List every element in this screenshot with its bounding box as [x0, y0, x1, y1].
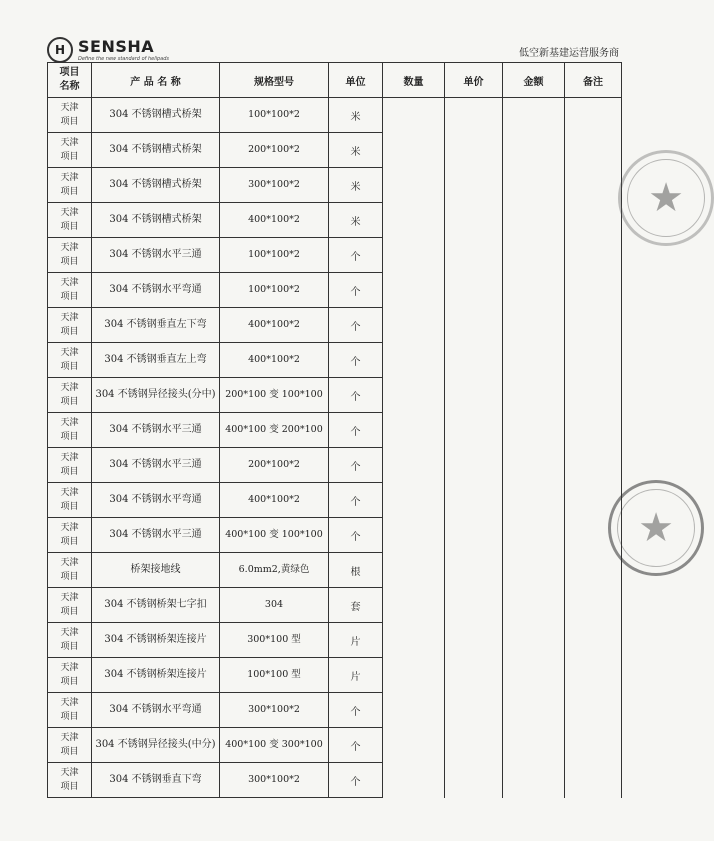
product-name-cell: 304 不锈钢桥架连接片: [92, 623, 220, 658]
qty-cell: [383, 308, 445, 343]
amount-cell: [503, 413, 565, 448]
remark-cell: [565, 343, 622, 378]
spec-cell: 400*100*2: [220, 483, 329, 518]
remark-cell: [565, 238, 622, 273]
remark-cell: [565, 728, 622, 763]
unit-cell: 片: [329, 623, 383, 658]
spec-cell: 100*100*2: [220, 238, 329, 273]
qty-cell: [383, 168, 445, 203]
spec-cell: 200*100*2: [220, 133, 329, 168]
qty-cell: [383, 448, 445, 483]
price-cell: [445, 693, 503, 728]
qty-cell: [383, 728, 445, 763]
spec-cell: 400*100 变 300*100: [220, 728, 329, 763]
project-cell: 天津 项目: [48, 413, 92, 448]
unit-cell: 个: [329, 413, 383, 448]
unit-cell: 个: [329, 308, 383, 343]
amount-cell: [503, 308, 565, 343]
product-name-cell: 304 不锈钢桥架七字扣: [92, 588, 220, 623]
spec-cell: 6.0mm2,黄绿色: [220, 553, 329, 588]
product-name-cell: 304 不锈钢槽式桥架: [92, 203, 220, 238]
amount-cell: [503, 343, 565, 378]
project-cell: 天津 项目: [48, 238, 92, 273]
amount-cell: [503, 273, 565, 308]
header-price: 单价: [445, 63, 503, 98]
header-product-name: 产 品 名 称: [92, 63, 220, 98]
product-name-cell: 304 不锈钢垂直左下弯: [92, 308, 220, 343]
table-row: [48, 623, 622, 658]
table-row: [48, 728, 622, 763]
project-cell: 天津 项目: [48, 98, 92, 133]
amount-cell: [503, 553, 565, 588]
price-cell: [445, 483, 503, 518]
table-row: [48, 658, 622, 693]
qty-cell: [383, 763, 445, 798]
unit-cell: 米: [329, 168, 383, 203]
table-row: [48, 308, 622, 343]
logo-tagline: Define the new standard of helipads: [78, 55, 170, 62]
table-row: [48, 763, 622, 798]
unit-cell: 个: [329, 378, 383, 413]
unit-cell: 个: [329, 238, 383, 273]
project-cell: 天津 项目: [48, 133, 92, 168]
qty-cell: [383, 553, 445, 588]
table-row: [48, 483, 622, 518]
amount-cell: [503, 693, 565, 728]
product-name-cell: 304 不锈钢水平三通: [92, 413, 220, 448]
unit-cell: 个: [329, 763, 383, 798]
spec-cell: 400*100*2: [220, 203, 329, 238]
amount-cell: [503, 518, 565, 553]
price-cell: [445, 658, 503, 693]
price-cell: [445, 763, 503, 798]
header-spec: 规格型号: [220, 63, 329, 98]
product-name-cell: 304 不锈钢槽式桥架: [92, 133, 220, 168]
product-name-cell: 桥架接地线: [92, 553, 220, 588]
project-cell: 天津 项目: [48, 343, 92, 378]
remark-cell: [565, 168, 622, 203]
table-row: [48, 413, 622, 448]
spec-cell: 304: [220, 588, 329, 623]
table-row: [48, 553, 622, 588]
product-name-cell: 304 不锈钢水平三通: [92, 518, 220, 553]
remark-cell: [565, 308, 622, 343]
qty-cell: [383, 273, 445, 308]
product-name-cell: 304 不锈钢桥架连接片: [92, 658, 220, 693]
price-cell: [445, 238, 503, 273]
amount-cell: [503, 238, 565, 273]
project-cell: 天津 项目: [48, 203, 92, 238]
amount-cell: [503, 448, 565, 483]
spec-cell: 300*100*2: [220, 168, 329, 203]
spec-cell: 400*100 变 200*100: [220, 413, 329, 448]
table-row: [48, 518, 622, 553]
logo-mark-icon: H: [47, 37, 73, 63]
qty-cell: [383, 658, 445, 693]
amount-cell: [503, 378, 565, 413]
spec-cell: 300*100*2: [220, 693, 329, 728]
unit-cell: 米: [329, 133, 383, 168]
product-name-cell: 304 不锈钢水平弯通: [92, 693, 220, 728]
price-cell: [445, 448, 503, 483]
unit-cell: 个: [329, 448, 383, 483]
remark-cell: [565, 693, 622, 728]
remark-cell: [565, 763, 622, 798]
unit-cell: 套: [329, 588, 383, 623]
qty-cell: [383, 623, 445, 658]
remark-cell: [565, 273, 622, 308]
product-table: [47, 62, 622, 798]
unit-cell: 个: [329, 728, 383, 763]
unit-cell: 片: [329, 658, 383, 693]
amount-cell: [503, 133, 565, 168]
header-qty: 数量: [383, 63, 445, 98]
project-cell: 天津 项目: [48, 553, 92, 588]
product-name-cell: 304 不锈钢水平弯通: [92, 273, 220, 308]
remark-cell: [565, 378, 622, 413]
table-row: [48, 588, 622, 623]
product-name-cell: 304 不锈钢水平三通: [92, 448, 220, 483]
project-cell: 天津 项目: [48, 168, 92, 203]
table-row: [48, 343, 622, 378]
company-title: 低空新基建运营服务商: [519, 48, 619, 59]
header-project: 项目 名称: [48, 63, 92, 98]
price-cell: [445, 168, 503, 203]
seal-stamp-icon: ★: [618, 150, 714, 246]
project-cell: 天津 项目: [48, 308, 92, 343]
amount-cell: [503, 168, 565, 203]
amount-cell: [503, 483, 565, 518]
price-cell: [445, 728, 503, 763]
qty-cell: [383, 203, 445, 238]
qty-cell: [383, 693, 445, 728]
project-cell: 天津 项目: [48, 693, 92, 728]
remark-cell: [565, 133, 622, 168]
project-cell: 天津 项目: [48, 448, 92, 483]
product-name-cell: 304 不锈钢槽式桥架: [92, 168, 220, 203]
product-name-cell: 304 不锈钢水平三通: [92, 238, 220, 273]
header-amount: 金额: [503, 63, 565, 98]
unit-cell: 根: [329, 553, 383, 588]
amount-cell: [503, 98, 565, 133]
unit-cell: 个: [329, 343, 383, 378]
spec-cell: 200*100 变 100*100: [220, 378, 329, 413]
logo-name: SENSHA: [78, 36, 155, 56]
project-cell: 天津 项目: [48, 483, 92, 518]
amount-cell: [503, 203, 565, 238]
spec-cell: 300*100 型: [220, 623, 329, 658]
spec-cell: 100*100 型: [220, 658, 329, 693]
amount-cell: [503, 763, 565, 798]
spec-cell: 200*100*2: [220, 448, 329, 483]
project-cell: 天津 项目: [48, 728, 92, 763]
spec-cell: 100*100*2: [220, 98, 329, 133]
project-cell: 天津 项目: [48, 623, 92, 658]
remark-cell: [565, 98, 622, 133]
seal-stamp-icon: ★: [608, 480, 704, 576]
spec-cell: 400*100 变 100*100: [220, 518, 329, 553]
table-header-row: [48, 63, 622, 98]
qty-cell: [383, 413, 445, 448]
qty-cell: [383, 133, 445, 168]
table-row: [48, 98, 622, 133]
price-cell: [445, 273, 503, 308]
price-cell: [445, 203, 503, 238]
price-cell: [445, 133, 503, 168]
price-cell: [445, 623, 503, 658]
unit-cell: 个: [329, 693, 383, 728]
qty-cell: [383, 98, 445, 133]
spec-cell: 400*100*2: [220, 308, 329, 343]
remark-cell: [565, 553, 622, 588]
remark-cell: [565, 623, 622, 658]
unit-cell: 个: [329, 518, 383, 553]
price-cell: [445, 378, 503, 413]
spec-cell: 300*100*2: [220, 763, 329, 798]
unit-cell: 个: [329, 273, 383, 308]
remark-cell: [565, 588, 622, 623]
amount-cell: [503, 658, 565, 693]
qty-cell: [383, 483, 445, 518]
project-cell: 天津 项目: [48, 588, 92, 623]
product-name-cell: 304 不锈钢垂直左上弯: [92, 343, 220, 378]
product-name-cell: 304 不锈钢垂直下弯: [92, 763, 220, 798]
spec-cell: 100*100*2: [220, 273, 329, 308]
unit-cell: 米: [329, 203, 383, 238]
table-row: [48, 273, 622, 308]
qty-cell: [383, 588, 445, 623]
qty-cell: [383, 238, 445, 273]
product-name-cell: 304 不锈钢异径接头(分中): [92, 378, 220, 413]
qty-cell: [383, 518, 445, 553]
price-cell: [445, 98, 503, 133]
spec-cell: 400*100*2: [220, 343, 329, 378]
qty-cell: [383, 378, 445, 413]
price-cell: [445, 308, 503, 343]
table-row: [48, 238, 622, 273]
project-cell: 天津 项目: [48, 658, 92, 693]
product-name-cell: 304 不锈钢水平弯通: [92, 483, 220, 518]
unit-cell: 个: [329, 483, 383, 518]
remark-cell: [565, 203, 622, 238]
unit-cell: 米: [329, 98, 383, 133]
table-row: [48, 133, 622, 168]
table-row: [48, 378, 622, 413]
price-cell: [445, 553, 503, 588]
product-name-cell: 304 不锈钢槽式桥架: [92, 98, 220, 133]
project-cell: 天津 项目: [48, 378, 92, 413]
header-remark: 备注: [565, 63, 622, 98]
amount-cell: [503, 728, 565, 763]
project-cell: 天津 项目: [48, 518, 92, 553]
price-cell: [445, 518, 503, 553]
amount-cell: [503, 588, 565, 623]
product-name-cell: 304 不锈钢异径接头(中分): [92, 728, 220, 763]
amount-cell: [503, 623, 565, 658]
price-cell: [445, 588, 503, 623]
remark-cell: [565, 413, 622, 448]
remark-cell: [565, 448, 622, 483]
project-cell: 天津 项目: [48, 763, 92, 798]
table-row: [48, 168, 622, 203]
price-cell: [445, 413, 503, 448]
qty-cell: [383, 343, 445, 378]
remark-cell: [565, 658, 622, 693]
price-cell: [445, 343, 503, 378]
table-row: [48, 203, 622, 238]
header-unit: 单位: [329, 63, 383, 98]
company-logo: [47, 36, 169, 64]
table-row: [48, 448, 622, 483]
table-row: [48, 693, 622, 728]
project-cell: 天津 项目: [48, 273, 92, 308]
